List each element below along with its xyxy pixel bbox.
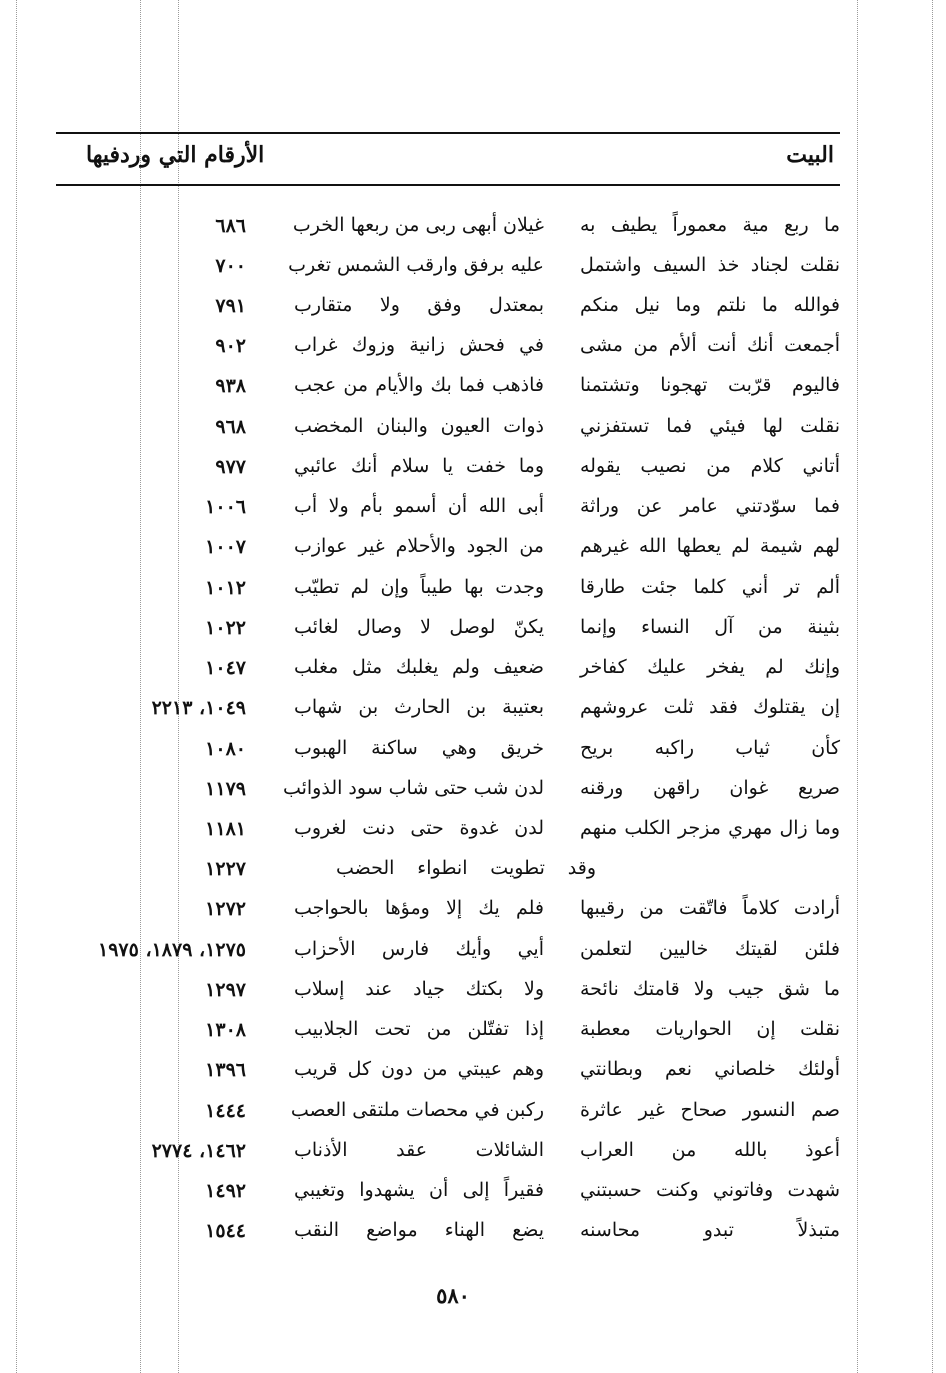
reference-numbers: ١٣٩٦ <box>205 1059 246 1081</box>
second-hemistich: أبى الله أن أسمو بأم ولا أب <box>294 495 544 517</box>
list-item <box>0 1095 946 1129</box>
list-item <box>0 893 946 927</box>
first-hemistich: صريع غوان راقهن ورقنه <box>580 777 840 799</box>
list-item <box>0 934 946 968</box>
verse-column-heading: البيت <box>786 142 834 168</box>
reference-numbers: ١٤٩٢ <box>205 1180 246 1202</box>
page-number: ٥٨٠ <box>436 1283 470 1308</box>
reference-numbers: ٦٨٦ <box>215 215 246 237</box>
list-item <box>0 531 946 565</box>
list-item <box>0 1054 946 1088</box>
list-item <box>0 1175 946 1209</box>
list-item <box>0 451 946 485</box>
reference-numbers: ١٢٧٥، ١٨٧٩، ١٩٧٥ <box>98 939 246 961</box>
list-item <box>0 1215 946 1249</box>
second-hemistich: فقيراً إلى أن يشهدوا وتغيبي <box>294 1179 544 1201</box>
second-hemistich: خريق وهي ساكنة الهبوب <box>294 737 544 759</box>
second-hemistich: إذا تفتّلن من تحت الجلابيب <box>294 1018 544 1040</box>
list-item <box>0 652 946 686</box>
second-hemistich: من الجود والأحلام غير عوازب <box>294 535 544 557</box>
second-hemistich: الشائلات عقد الأذناب <box>294 1139 544 1161</box>
first-hemistich: إن يقتلوك فقد ثلت عروشهم <box>580 696 840 718</box>
first-hemistich: أولئك خلصاني نعم وبطانتي <box>580 1058 840 1080</box>
list-item <box>0 612 946 646</box>
first-hemistich: أجمعت أنك أنت ألأم من مشى <box>580 334 840 356</box>
second-hemistich: ضعيف ولم يغلبك مثل مغلب <box>294 656 544 678</box>
reference-numbers: ١٤٤٤ <box>205 1100 246 1122</box>
second-hemistich: أيي وأيك فارس الأحزاب <box>294 938 544 960</box>
first-hemistich: فاليوم قرّبت تهجونا وتشتمنا <box>580 374 840 396</box>
second-hemistich: فاذهب فما بك والأيام من عجب <box>294 374 544 396</box>
second-hemistich: في فحش زانية وزوك غراب <box>294 334 544 356</box>
list-item <box>0 1014 946 1048</box>
first-hemistich: أعوذ بالله من العراب <box>580 1139 840 1161</box>
second-hemistich: غيلان أبهى ربى من ربعها الخرب <box>292 214 544 236</box>
refs-column-heading: الأرقام التي وردفيها <box>86 142 265 168</box>
second-hemistich: عليه برفق وارقب الشمس تغرب <box>288 254 544 276</box>
single-hemistich: وقد تطويت انطواء الحضب <box>336 857 596 879</box>
reference-numbers: ١٤٦٢، ٢٧٧٤ <box>151 1140 246 1162</box>
first-hemistich: صم النسور صحاح غير عاثرة <box>580 1099 840 1121</box>
second-hemistich: وما خفت يا سلام أنك عائبي <box>294 455 544 477</box>
first-hemistich: كأن ثياب راكبه بريح <box>580 737 840 759</box>
reference-numbers: ١٢٩٧ <box>205 979 246 1001</box>
second-hemistich: ركبن في محصات ملتقى العصب <box>290 1099 544 1121</box>
list-item <box>0 491 946 525</box>
first-hemistich: نقلت لجناد خذ السيف واشتمل <box>580 254 840 276</box>
list-item <box>0 330 946 364</box>
reference-numbers: ٩٠٢ <box>215 335 246 357</box>
reference-numbers: ١٢٢٧ <box>205 858 246 880</box>
first-hemistich: فما سوّدتني عامر عن وراثة <box>580 495 840 517</box>
list-item <box>0 733 946 767</box>
reference-numbers: ١٠٠٧ <box>205 536 246 558</box>
reference-numbers: ١٠١٢ <box>205 577 246 599</box>
second-hemistich: وهم عيبتي من دون كل قريب <box>294 1058 544 1080</box>
reference-numbers: ٩٧٧ <box>215 456 246 478</box>
first-hemistich: متبذلاً تبدو محاسنه <box>580 1219 840 1241</box>
second-hemistich: ولا بكتك جياد عند إسلاب <box>294 978 544 1000</box>
first-hemistich: وإنك لم يفخر عليك كفاخر <box>580 656 840 678</box>
reference-numbers: ١٥٤٤ <box>205 1220 246 1242</box>
list-item <box>0 250 946 284</box>
first-hemistich: فوالله ما نلتم وما نيل منكم <box>580 294 840 316</box>
list-item <box>0 370 946 404</box>
first-hemistich: فلئن لقيتك خاليين لتعلمن <box>580 938 840 960</box>
reference-numbers: ١١٨١ <box>205 818 246 840</box>
list-item <box>0 290 946 324</box>
list-item <box>0 411 946 445</box>
list-item <box>0 974 946 1008</box>
reference-numbers: ٧٠٠ <box>215 255 246 277</box>
list-item <box>0 773 946 807</box>
first-hemistich: نقلت إن الحواريات معطبة <box>580 1018 840 1040</box>
reference-numbers: ١١٧٩ <box>205 778 246 800</box>
first-hemistich: بثينة من آل النساء وإنما <box>580 616 840 638</box>
second-hemistich: يضع الهناء مواضع النقب <box>294 1219 544 1241</box>
table-header <box>56 132 840 186</box>
first-hemistich: أتاني كلام من نصيب يقوله <box>580 455 840 477</box>
second-hemistich: لدن غدوة حتى دنت لغروب <box>294 817 544 839</box>
reference-numbers: ١٣٠٨ <box>205 1019 246 1041</box>
reference-numbers: ٧٩١ <box>215 295 246 317</box>
second-hemistich: فلم يك إلا ومؤها بالحواجب <box>294 897 544 919</box>
first-hemistich: لهم شيمة لم يعطها الله غيرهم <box>580 535 840 557</box>
reference-numbers: ٩٦٨ <box>215 416 246 438</box>
first-hemistich: ما شق جيب ولا قامتك نائحة <box>580 978 840 1000</box>
reference-numbers: ١٠٨٠ <box>205 738 246 760</box>
reference-numbers: ١٠٤٩، ٢٢١٣ <box>151 697 246 719</box>
second-hemistich: لدن شب حتى شاب سود الذوائب <box>282 777 544 799</box>
list-item <box>0 1135 946 1169</box>
list-item <box>0 210 946 244</box>
list-item <box>0 572 946 606</box>
reference-numbers: ٩٣٨ <box>215 375 246 397</box>
first-hemistich: ما ربع مية معموراً يطيف به <box>580 214 840 236</box>
list-item <box>0 853 946 887</box>
second-hemistich: ذوات العيون والبنان المخضب <box>294 415 544 437</box>
second-hemistich: بمعتدل وفق ولا متقارب <box>294 294 544 316</box>
second-hemistich: يكنّ لوصل لا وصال لغائب <box>294 616 544 638</box>
reference-numbers: ١٢٧٢ <box>205 898 246 920</box>
reference-numbers: ١٠٠٦ <box>205 496 246 518</box>
list-item <box>0 813 946 847</box>
list-item <box>0 692 946 726</box>
second-hemistich: وجدت بها طيباً وإن لم تطيّب <box>294 576 544 598</box>
second-hemistich: بعتيبة بن الحارث بن شهاب <box>294 696 544 718</box>
first-hemistich: ألم تر أني كلما جئت طارقا <box>580 576 840 598</box>
first-hemistich: نقلت لها فيئي فما تستفزني <box>580 415 840 437</box>
first-hemistich: وما زال مهري مزجر الكلب منهم <box>580 817 840 839</box>
first-hemistich: شهدت وفاتوني وكنت حسبتني <box>580 1179 840 1201</box>
first-hemistich: أرادت كلاماً فاتّقت من رقيبها <box>580 897 840 919</box>
reference-numbers: ١٠٤٧ <box>205 657 246 679</box>
reference-numbers: ١٠٢٢ <box>205 617 246 639</box>
